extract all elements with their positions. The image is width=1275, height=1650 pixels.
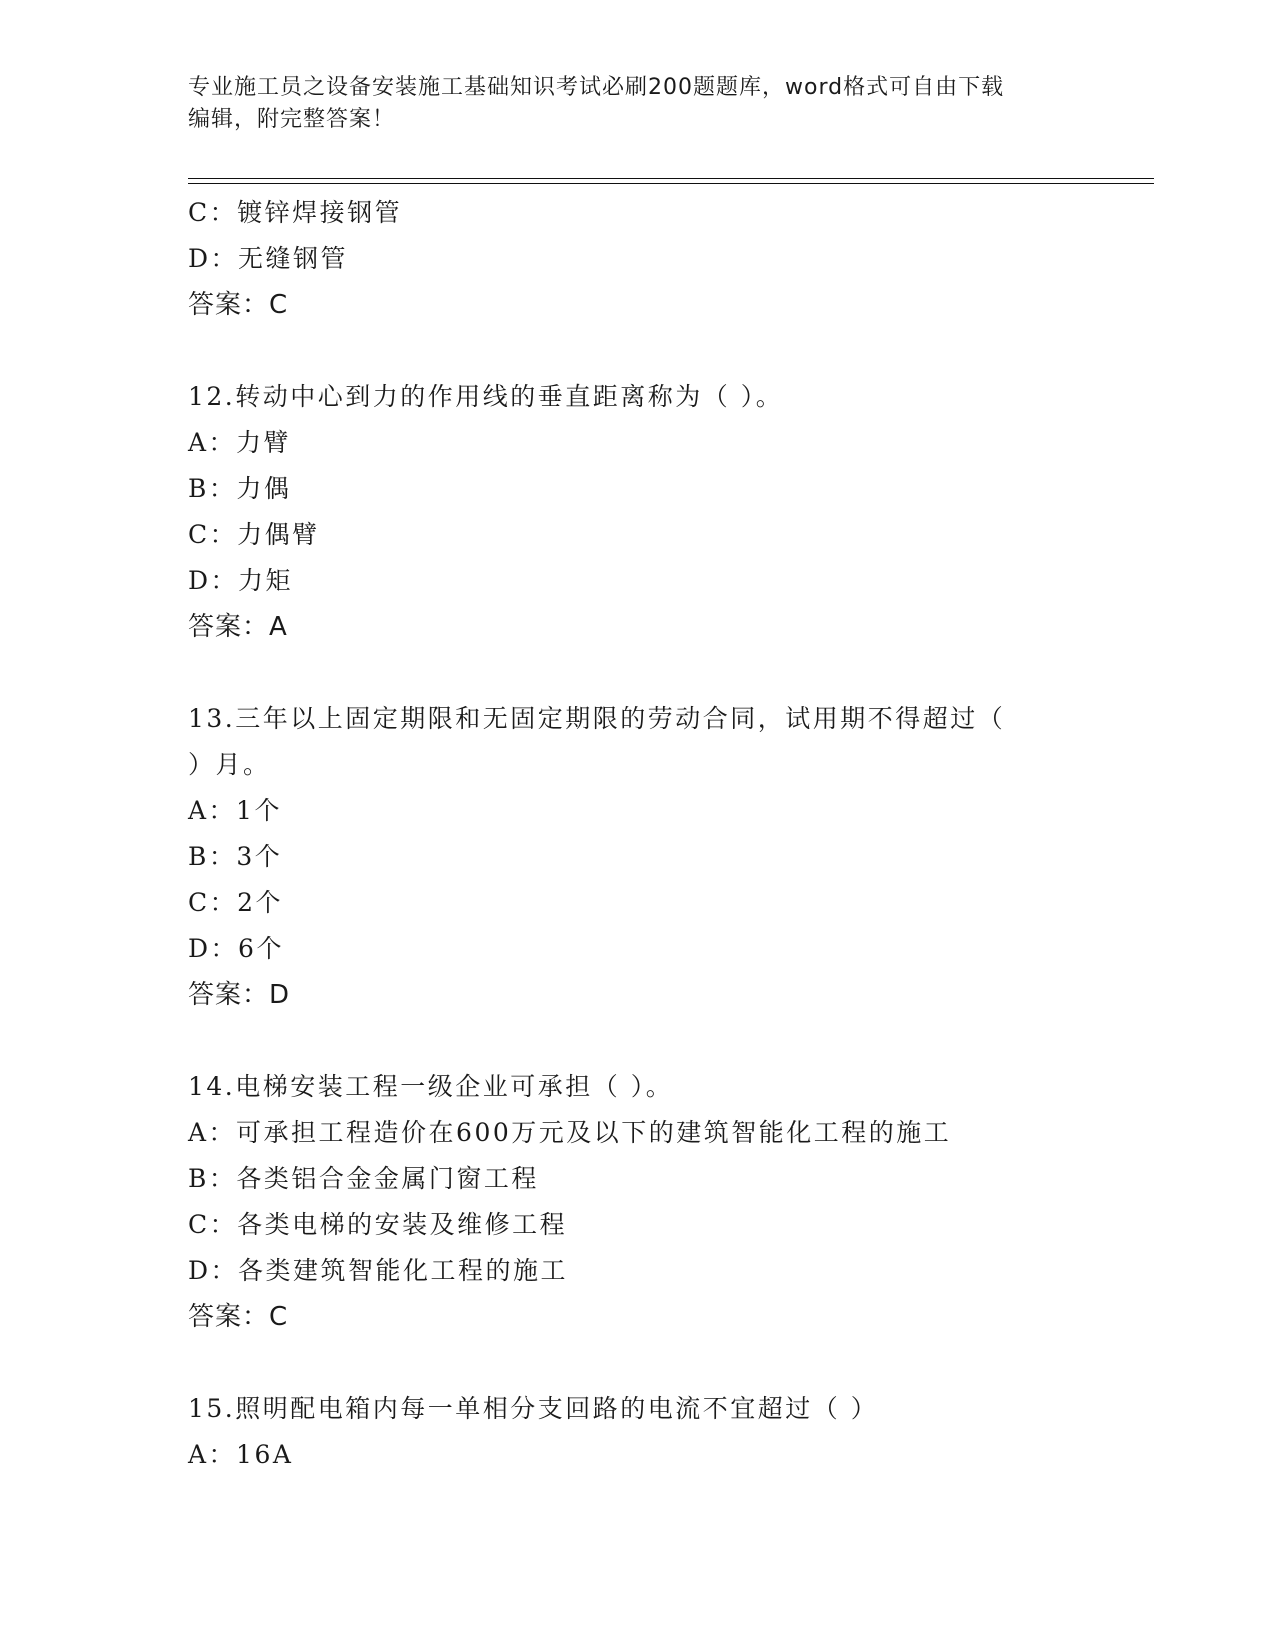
header-title-line-1: 专业施工员之设备安装施工基础知识考试必刷200题题库，word格式可自由下载 — [188, 75, 1005, 100]
option-d: D：各类建筑智能化工程的施工 — [188, 1256, 569, 1285]
option-b: B：各类铝合金金属门窗工程 — [188, 1164, 539, 1193]
option-a: A：可承担工程造价在600万元及以下的建筑智能化工程的施工 — [188, 1118, 952, 1147]
spacer — [188, 1018, 1068, 1064]
option-d: D：无缝钢管 — [188, 244, 349, 273]
answer: 答案：C — [188, 290, 289, 320]
question-stem: 14.电梯安装工程一级企业可承担（ ）。 — [188, 1072, 674, 1101]
question-11-tail — [188, 190, 1068, 328]
answer: 答案：A — [188, 612, 288, 642]
option-c: C：各类电梯的安装及维修工程 — [188, 1210, 568, 1239]
answer: 答案：C — [188, 1302, 289, 1332]
question-12 — [188, 374, 1068, 650]
question-list — [188, 190, 1068, 1478]
header-divider-top — [188, 178, 1154, 179]
spacer — [188, 328, 1068, 374]
question-stem-line-2: ）月。 — [188, 750, 271, 779]
question-stem-line-1: 13.三年以上固定期限和无固定期限的劳动合同，试用期不得超过（ — [188, 704, 1006, 733]
answer: 答案：D — [188, 980, 291, 1010]
option-d: D：6个 — [188, 934, 284, 963]
option-a: A：16A — [188, 1440, 294, 1469]
option-a: A：1个 — [188, 796, 282, 825]
option-c: C：力偶臂 — [188, 520, 320, 549]
header-divider-bottom — [188, 183, 1154, 184]
option-d: D：力矩 — [188, 566, 294, 595]
spacer — [188, 1340, 1068, 1386]
option-b: B：3个 — [188, 842, 283, 871]
option-a: A：力臂 — [188, 428, 292, 457]
question-stem: 12.转动中心到力的作用线的垂直距离称为（ ）。 — [188, 382, 784, 411]
header-title-line-2: 编辑，附完整答案！ — [188, 107, 396, 132]
option-b: B：力偶 — [188, 474, 292, 503]
option-c: C：2个 — [188, 888, 284, 917]
question-13 — [188, 696, 1068, 1018]
question-14 — [188, 1064, 1068, 1340]
question-15 — [188, 1386, 1068, 1478]
page-header — [188, 72, 1068, 136]
question-stem: 15.照明配电箱内每一单相分支回路的电流不宜超过（ ） — [188, 1394, 879, 1423]
spacer — [188, 650, 1068, 696]
option-c: C：镀锌焊接钢管 — [188, 198, 403, 227]
